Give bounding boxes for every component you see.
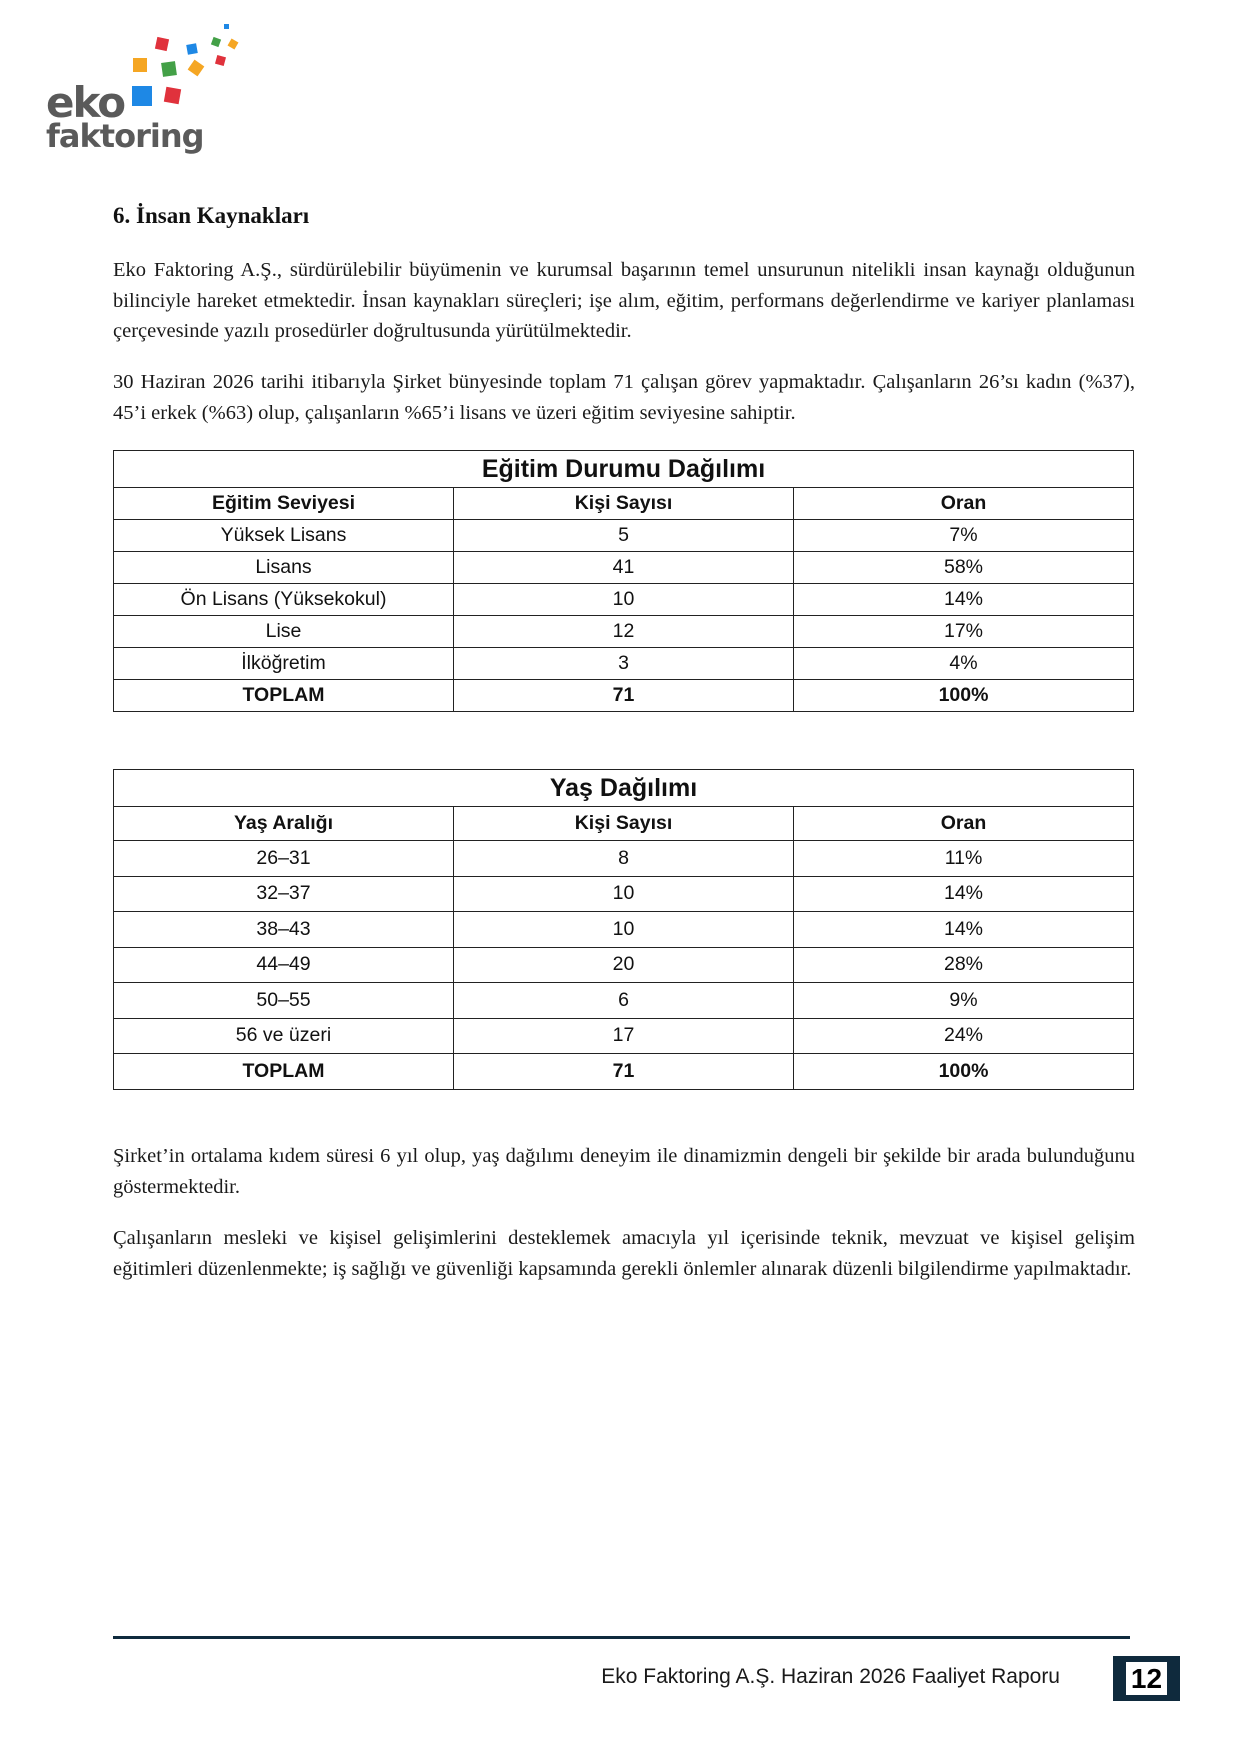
cell-age-range: 32–37 — [114, 876, 454, 912]
cell-count: 5 — [454, 520, 794, 552]
logo-square-red — [215, 55, 226, 66]
cell-education-level: Lise — [114, 616, 454, 648]
cell-ratio: 9% — [794, 983, 1134, 1019]
table-row — [114, 616, 1134, 648]
logo-square-orange — [188, 60, 205, 77]
table-total-row — [114, 680, 1134, 712]
cell-count: 17 — [454, 1018, 794, 1054]
table-row — [114, 648, 1134, 680]
page-number-badge — [1113, 1656, 1180, 1701]
cell-count: 10 — [454, 584, 794, 616]
logo-square-green — [161, 61, 177, 77]
cell-count: 20 — [454, 947, 794, 983]
table-row — [114, 912, 1134, 948]
section-heading: 6. İnsan Kaynakları — [113, 203, 310, 228]
cell-total-ratio: 100% — [794, 1054, 1134, 1090]
cell-ratio: 7% — [794, 520, 1134, 552]
table-row — [114, 584, 1134, 616]
table-header-row — [114, 807, 1134, 841]
logo-square-green — [211, 37, 221, 47]
age-distribution-table — [113, 769, 1134, 1090]
logo-text-faktoring: faktoring — [46, 117, 204, 155]
cell-education-level: Ön Lisans (Yüksekokul) — [114, 584, 454, 616]
table-row — [114, 876, 1134, 912]
cell-ratio: 58% — [794, 552, 1134, 584]
cell-count: 41 — [454, 552, 794, 584]
logo-square-orange — [228, 39, 239, 50]
education-distribution-table — [113, 450, 1134, 712]
table-caption: Eğitim Durumu Dağılımı — [114, 451, 1134, 488]
cell-count: 10 — [454, 912, 794, 948]
cell-age-range: 50–55 — [114, 983, 454, 1019]
paragraph-training: Çalışanların mesleki ve kişisel gelişimlerini desteklemek amacıyla yıl içerisinde teknik, mevzuat ve kişisel gelişim eğitimleri düzenlenmekte; iş sağlığı ve güvenliği kapsamında gerekli önlemler alınarak düzenli bilgilendirme yapılmaktadır. — [113, 1227, 1135, 1280]
cell-ratio: 11% — [794, 841, 1134, 877]
column-header: Eğitim Seviyesi — [114, 488, 454, 520]
cell-ratio: 17% — [794, 616, 1134, 648]
cell-age-range: 26–31 — [114, 841, 454, 877]
table-row — [114, 947, 1134, 983]
cell-count: 3 — [454, 648, 794, 680]
logo-square-red — [164, 87, 181, 104]
cell-ratio: 28% — [794, 947, 1134, 983]
table-row — [114, 841, 1134, 877]
logo-text-eko: eko — [46, 78, 125, 127]
table-caption: Yaş Dağılımı — [114, 770, 1134, 807]
cell-total-count: 71 — [454, 1054, 794, 1090]
table-row — [114, 552, 1134, 584]
cell-count: 6 — [454, 983, 794, 1019]
cell-total-label: TOPLAM — [114, 680, 454, 712]
logo-square-blue — [132, 86, 152, 106]
logo-square-blue — [186, 43, 198, 55]
cell-total-count: 71 — [454, 680, 794, 712]
logo-square-red — [155, 37, 169, 51]
column-header: Yaş Aralığı — [114, 807, 454, 841]
cell-ratio: 24% — [794, 1018, 1134, 1054]
logo-square-blue — [224, 24, 229, 29]
paragraph-seniority: Şirket’in ortalama kıdem süresi 6 yıl olup, yaş dağılımı deneyim ile dinamizmin dengeli bir şekilde bir arada bulunduğunu göstermektedir. — [113, 1145, 1135, 1198]
cell-ratio: 14% — [794, 912, 1134, 948]
cell-age-range: 38–43 — [114, 912, 454, 948]
cell-count: 12 — [454, 616, 794, 648]
footer-divider — [113, 1636, 1130, 1639]
cell-age-range: 44–49 — [114, 947, 454, 983]
cell-education-level: Yüksek Lisans — [114, 520, 454, 552]
cell-education-level: İlköğretim — [114, 648, 454, 680]
cell-count: 10 — [454, 876, 794, 912]
column-header: Kişi Sayısı — [454, 488, 794, 520]
table-row — [114, 983, 1134, 1019]
cell-ratio: 14% — [794, 876, 1134, 912]
table-row — [114, 1018, 1134, 1054]
cell-total-ratio: 100% — [794, 680, 1134, 712]
cell-education-level: Lisans — [114, 552, 454, 584]
cell-ratio: 4% — [794, 648, 1134, 680]
column-header: Oran — [794, 488, 1134, 520]
paragraph-intro: Eko Faktoring A.Ş., sürdürülebilir büyümenin ve kurumsal başarının temel unsurunun nitelikli insan kaynağı olduğunun bilinciyle hareket etmektedir. İnsan kaynakları süreçleri; işe alım, eğitim, performans değerlendirme ve kariyer planlaması çerçevesinde yazılı prosedürler doğrultusunda yürütülmektedir. — [113, 259, 1135, 342]
cell-age-range: 56 ve üzeri — [114, 1018, 454, 1054]
page-number: 12 — [1126, 1662, 1167, 1695]
table-row — [114, 520, 1134, 552]
cell-total-label: TOPLAM — [114, 1054, 454, 1090]
cell-count: 8 — [454, 841, 794, 877]
logo-square-orange — [133, 58, 147, 72]
footer-report-title: Eko Faktoring A.Ş. Haziran 2026 Faaliyet Raporu — [601, 1665, 1060, 1688]
table-header-row — [114, 488, 1134, 520]
company-logo — [44, 24, 254, 159]
table-total-row — [114, 1054, 1134, 1090]
paragraph-headcount: 30 Haziran 2026 tarihi itibarıyla Şirket bünyesinde toplam 71 çalışan görev yapmaktadır. Çalışanların 26’sı kadın (%37), 45’i erkek (%63) olup, çalışanların %65’i lisans ve üzeri eğitim seviyesine sahiptir. — [113, 371, 1135, 424]
cell-ratio: 14% — [794, 584, 1134, 616]
column-header: Oran — [794, 807, 1134, 841]
column-header: Kişi Sayısı — [454, 807, 794, 841]
